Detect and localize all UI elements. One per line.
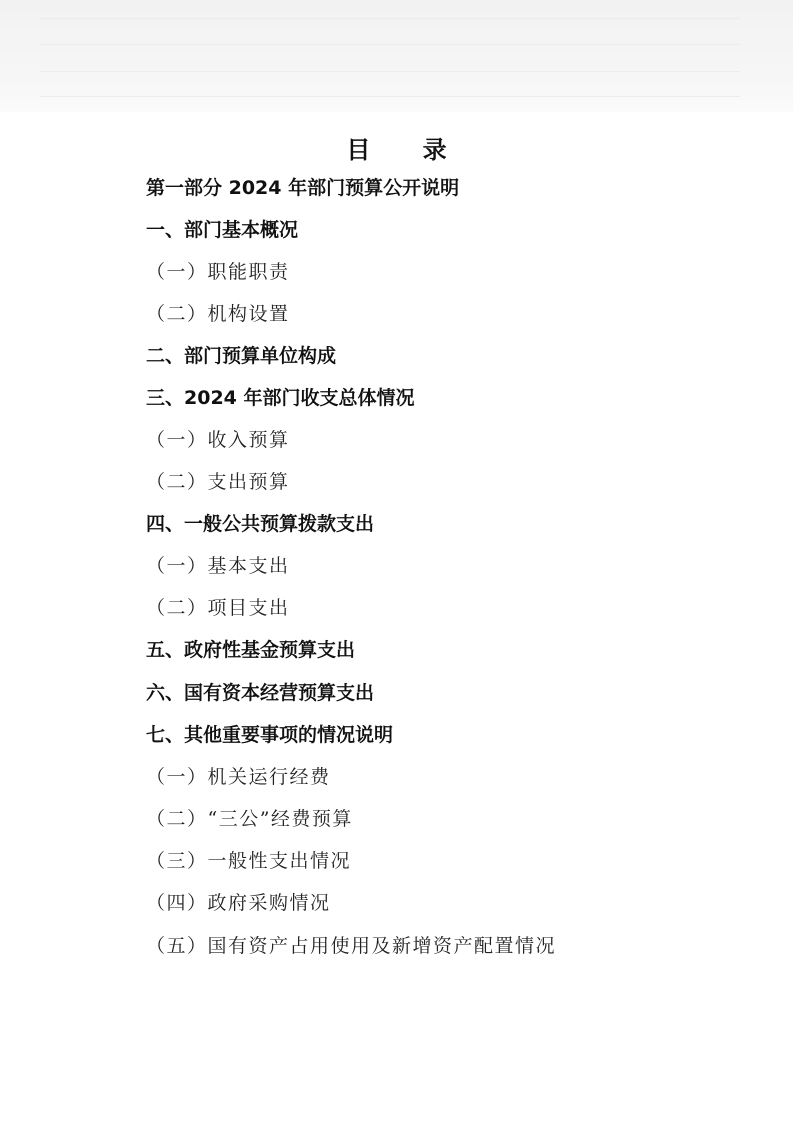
toc-entry: （五）国有资产占用使用及新增资产配置情况 xyxy=(146,935,557,957)
toc-entry: 六、国有资本经营预算支出 xyxy=(146,682,375,704)
toc-entry: （二）支出预算 xyxy=(146,471,290,493)
toc-entry: 五、政府性基金预算支出 xyxy=(146,639,356,661)
page-title: 目 录 xyxy=(346,136,469,164)
toc-entry: 一、部门基本概况 xyxy=(146,219,299,241)
toc-entry: （二）项目支出 xyxy=(146,597,290,619)
toc-entry: （二）机构设置 xyxy=(146,303,290,325)
toc-entry: 三、2024 年部门收支总体情况 xyxy=(146,387,415,409)
toc-entry: （一）基本支出 xyxy=(146,555,290,577)
toc-entry: （四）政府采购情况 xyxy=(146,892,331,914)
toc-entry: 二、部门预算单位构成 xyxy=(146,345,337,367)
toc-entry: （二）“三公”经费预算 xyxy=(146,808,353,830)
toc-entry: （一）职能职责 xyxy=(146,261,290,283)
toc-entry: （一）机关运行经费 xyxy=(146,766,331,788)
toc-entry: 第一部分 2024 年部门预算公开说明 xyxy=(146,177,460,199)
toc-entry: 四、一般公共预算拨款支出 xyxy=(146,513,375,535)
toc-entry: （一）收入预算 xyxy=(146,429,290,451)
toc-entry: （三）一般性支出情况 xyxy=(146,850,352,872)
toc-entry: 七、其他重要事项的情况说明 xyxy=(146,724,394,746)
